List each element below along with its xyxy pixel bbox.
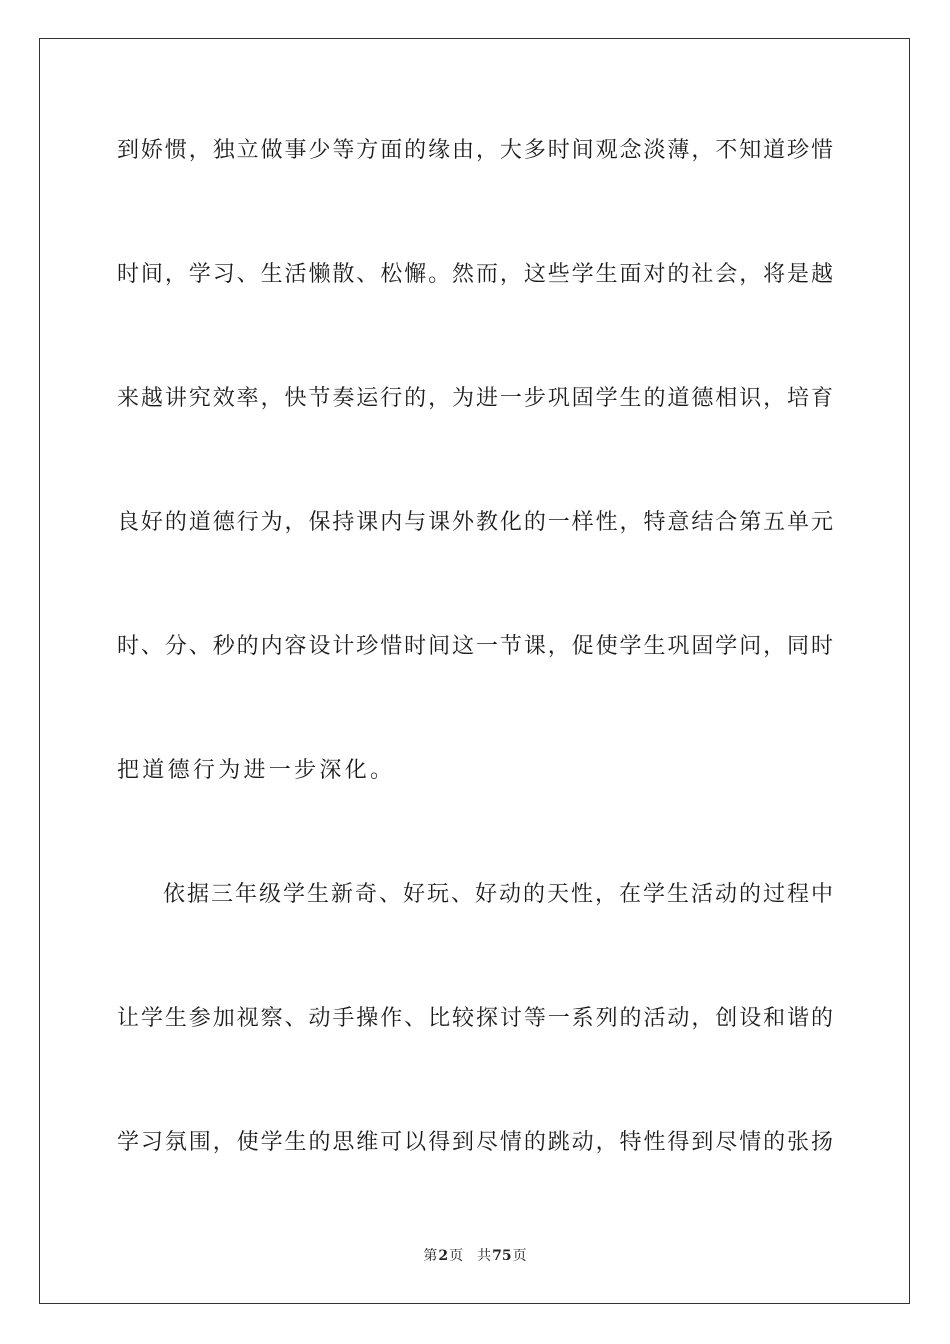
paragraph-line-3: 来越讲究效率，快节奏运行的，为进一步巩固学生的道德相识，培育	[117, 386, 833, 411]
total-suffix: 页	[512, 1248, 527, 1264]
total-prefix: 共	[477, 1248, 492, 1264]
paragraph-line-8: 让学生参加视察、动手操作、比较探讨等一系列的活动，创设和谐的	[117, 1006, 833, 1031]
total-pages: 75	[492, 1248, 512, 1264]
page-number: 2	[438, 1248, 449, 1264]
paragraph-line-5: 时、分、秒的内容设计珍惜时间这一节课，促使学生巩固学问，同时	[117, 634, 833, 659]
paragraph-line-9: 学习氛围，使学生的思维可以得到尽情的跳动，特性得到尽情的张扬	[117, 1130, 833, 1155]
page-prefix: 第	[423, 1248, 438, 1264]
paragraph-line-4: 良好的道德行为，保持课内与课外教化的一样性，特意结合第五单元	[117, 510, 833, 535]
paragraph-line-6: 把道德行为进一步深化。	[117, 758, 396, 783]
paragraph-line-7: 依据三年级学生新奇、好玩、好动的天性，在学生活动的过程中	[163, 882, 833, 907]
paragraph-line-1: 到娇惯，独立做事少等方面的缘由，大多时间观念淡薄，不知道珍惜	[117, 138, 833, 163]
paragraph-line-2: 时间，学习、生活懒散、松懈。然而，这些学生面对的社会，将是越	[117, 262, 833, 287]
page-footer	[0, 1247, 950, 1265]
page-border	[39, 38, 910, 1304]
page-suffix: 页	[449, 1248, 464, 1264]
